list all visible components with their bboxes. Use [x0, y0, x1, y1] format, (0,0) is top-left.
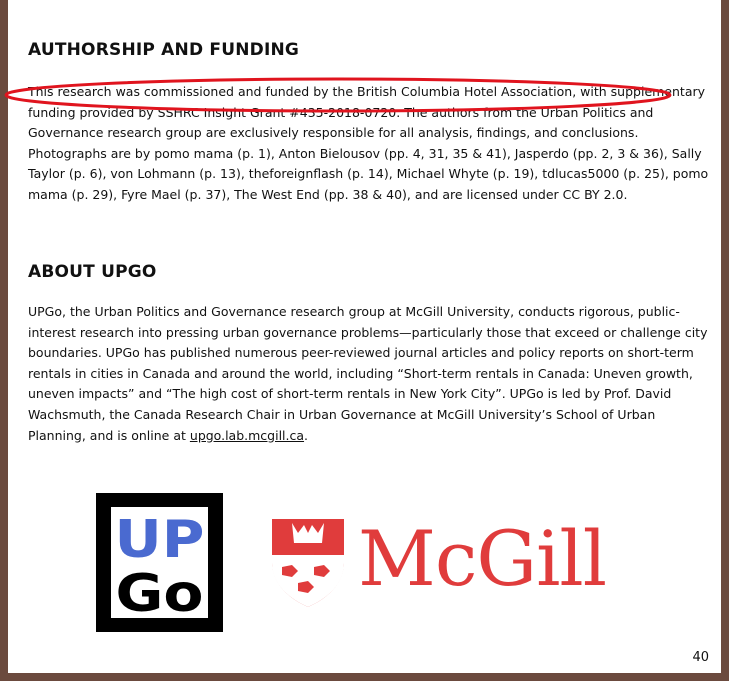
- upgo-letters: [111, 507, 208, 618]
- about-text-end: .: [304, 427, 309, 443]
- mcgill-wordmark: McGill: [358, 514, 607, 603]
- upgo-logo-bottom: Go: [115, 564, 204, 618]
- upgo-logo-top: UP: [114, 510, 205, 570]
- upgo-logo-inner: [111, 507, 208, 618]
- about-heading: ABOUT UPGO: [28, 262, 157, 282]
- authorship-heading: AUTHORSHIP AND FUNDING: [28, 40, 300, 60]
- page-number: 40: [692, 650, 709, 665]
- red-annotation-ellipse: [2, 76, 674, 120]
- document-page: [8, 0, 721, 673]
- upgo-logo: [96, 493, 223, 632]
- authorship-paragraph: This research was commissioned and funded by the British Columbia Hotel Association, with supplementary funding provided by SSHRC Insight Grant #435-2018-0720. The authors from the Urban Politics and Governance research group are exclusively responsible for all analysis, findings, and conclusions. Photographs are by pomo mama (p. 1), Anton Bielousov (pp. 4, 31, 35 & 41), Jasperdo (pp. 2, 3 & 36), Sally Taylor (p. 6), von Lohmann (p. 13), theforeignflash (p. 14), Michael Whyte (p. 19), tdlucas5000 (p. 25), pomo mama (p. 29), Fyre Mael (p. 37), The West End (pp. 38 & 40), and are licensed under CC BY 2.0.: [28, 84, 709, 202]
- about-text: UPGo, the Urban Politics and Governance research group at McGill University, conducts rigorous, public-interest research into pressing urban governance problems—particularly those that exceed or challenge city boundaries. UPGo has published numerous peer-reviewed journal articles and policy reports on short-term rentals in cities in Canada and around the world, including “Short-term rentals in Canada: Uneven growth, uneven impacts” and “The high cost of short-term rentals in New York City”. UPGo is led by Prof. David Wachsmuth, the Canada Research Chair in Urban Governance at McGill University’s School of Urban Planning, and is online at: [28, 304, 708, 443]
- upgo-website-link[interactable]: upgo.lab.mcgill.ca: [189, 427, 305, 443]
- about-paragraph: [28, 302, 712, 446]
- mcgill-crest-icon: [270, 517, 346, 609]
